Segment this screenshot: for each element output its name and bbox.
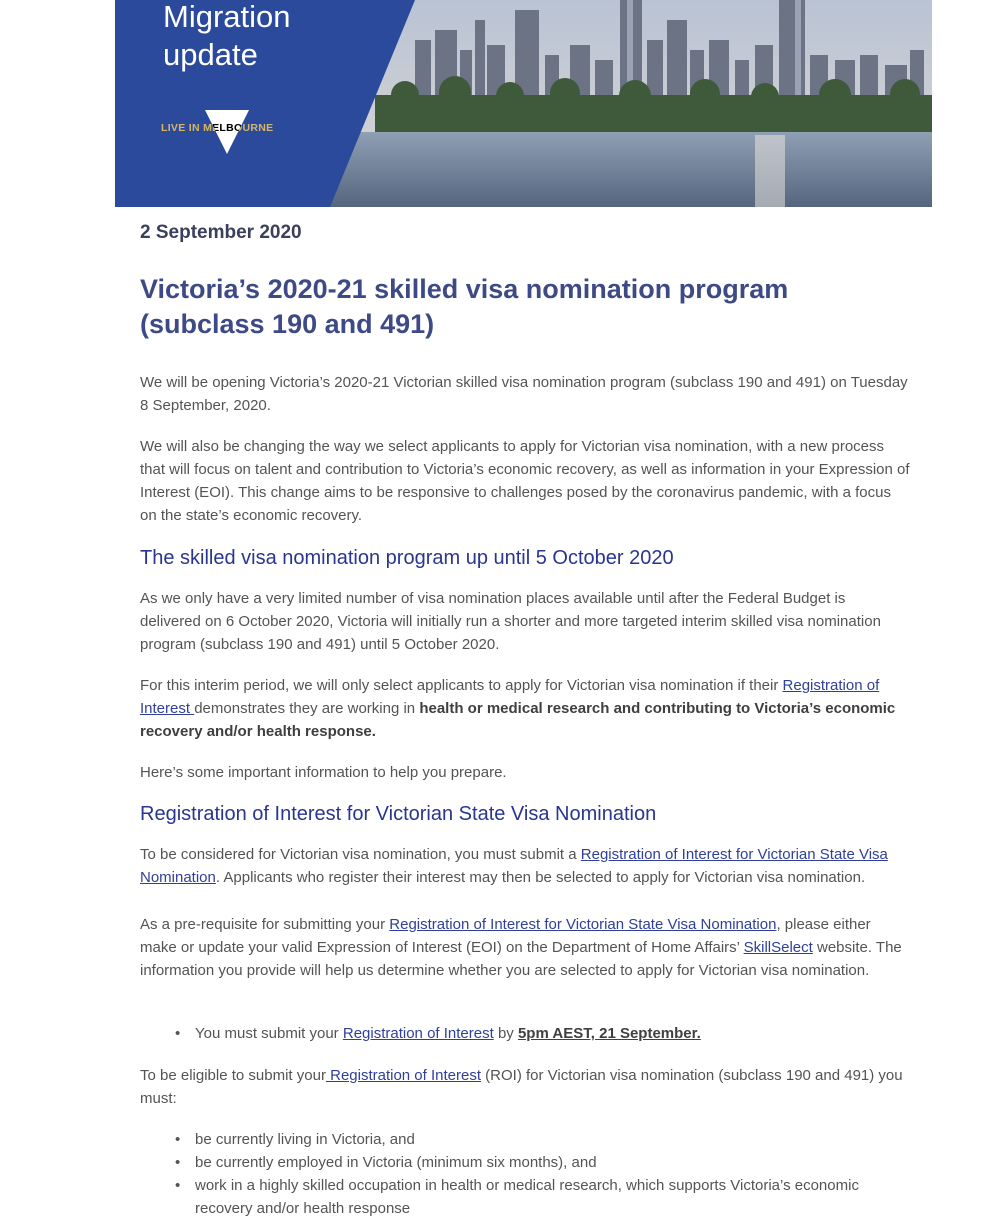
live-in-melbourne-logo xyxy=(161,108,311,160)
article-date: 2 September 2020 xyxy=(140,222,302,243)
intro-paragraph-2: We will also be changing the way we select applicants to apply for Victorian visa nomination, with a new process that will focus on talent and contribution to Victoria’s economic recovery, as well as information in your Expression of Interest (EOI). This change aims to be responsive to challenges posed by the coronavirus pandemic, with a focus on the state’s economic recovery. xyxy=(140,438,910,524)
list-item xyxy=(175,1022,910,1045)
skillselect-link[interactable]: SkillSelect xyxy=(743,939,813,956)
section1-paragraph-2 xyxy=(140,674,910,743)
list-item: • be currently employed in Victoria (minimum six months), and xyxy=(175,1151,910,1174)
deadline-list xyxy=(175,1022,910,1045)
registration-of-interest-vsvn-link-2[interactable]: Registration of Interest for Victorian State Visa Nomination xyxy=(389,916,777,933)
section-heading-interim-program: The skilled visa nomination program up until 5 October 2020 xyxy=(140,547,674,569)
registration-of-interest-link-3[interactable]: Registration of Interest xyxy=(325,1067,482,1084)
text-fragment: To be considered for Victorian visa nomination, you must submit a xyxy=(140,846,581,863)
banner-title-line1: Migration xyxy=(163,0,291,34)
text-fragment: website. The information you provide will help us determine whether you are selected to apply for Victorian visa nomination. xyxy=(140,939,902,979)
list-item: • be currently living in Victoria, and xyxy=(175,1128,910,1151)
text-fragment: by xyxy=(493,1025,518,1042)
section2-paragraph-1 xyxy=(140,843,910,889)
banner-title xyxy=(163,0,291,74)
intro-paragraph-1: We will be opening Victoria’s 2020-21 Victorian skilled visa nomination program (subclass 190 and 491) on Tuesday 8 September, 2020. xyxy=(140,374,908,414)
text-fragment: For this interim period, we will only select applicants to apply for Victorian visa nomination if their xyxy=(140,677,783,694)
text-fragment: (ROI) for Victorian visa nomination (subclass 190 and 491) you must: xyxy=(140,1067,903,1107)
logo-text: LIVE IN MELBOURNE xyxy=(161,122,274,134)
text-fragment: As a pre-requisite for submitting your xyxy=(140,916,390,933)
text-fragment: . Applicants who register their interest may then be selected to apply for Victorian visa nomination. xyxy=(215,869,866,886)
section1-paragraph-1: As we only have a very limited number of visa nomination places available until after the Federal Budget is delivered on 6 October 2020, Victoria will initially run a shorter and more targeted interim skilled visa nomination program (subclass 190 and 491) until 5 October 2020. xyxy=(140,590,881,653)
text-fragment: demonstrates they are working in xyxy=(194,700,420,717)
section-heading-registration: Registration of Interest for Victorian State Visa Nomination xyxy=(140,803,657,825)
registration-of-interest-link-2[interactable]: Registration of Interest xyxy=(342,1025,494,1042)
registration-of-interest-vsvn-link[interactable]: Registration of Interest for Victorian State Visa Nomination xyxy=(140,846,888,886)
banner-title-line2: update xyxy=(163,37,258,72)
section1-paragraph-3: Here’s some important information to help you prepare. xyxy=(140,764,507,781)
registration-of-interest-link[interactable]: Registration of Interest xyxy=(140,677,880,717)
logo-subtext: Australia xyxy=(247,138,267,144)
text-fragment: To be eligible to submit your xyxy=(140,1067,326,1084)
deadline-text: 5pm AEST, 21 September. xyxy=(517,1025,701,1042)
section2-paragraph-3 xyxy=(140,1064,910,1110)
requirements-list xyxy=(175,1128,910,1220)
text-fragment: You must submit your xyxy=(195,1025,343,1042)
list-item: • work in a highly skilled occupation in health or medical research, which supports Victoria’s economic recovery and/or health response xyxy=(175,1174,910,1220)
section2-paragraph-2 xyxy=(140,913,910,982)
text-fragment: , please either make or update your valid Expression of Interest (EOI) on the Department of Home Affairs’ xyxy=(140,916,871,956)
article-headline: Victoria’s 2020-21 skilled visa nomination program (subclass 190 and 491) xyxy=(140,274,789,339)
header-banner xyxy=(115,0,932,207)
emphasis-text: health or medical research and contributing to Victoria’s economic recovery and/or health response. xyxy=(140,700,896,740)
